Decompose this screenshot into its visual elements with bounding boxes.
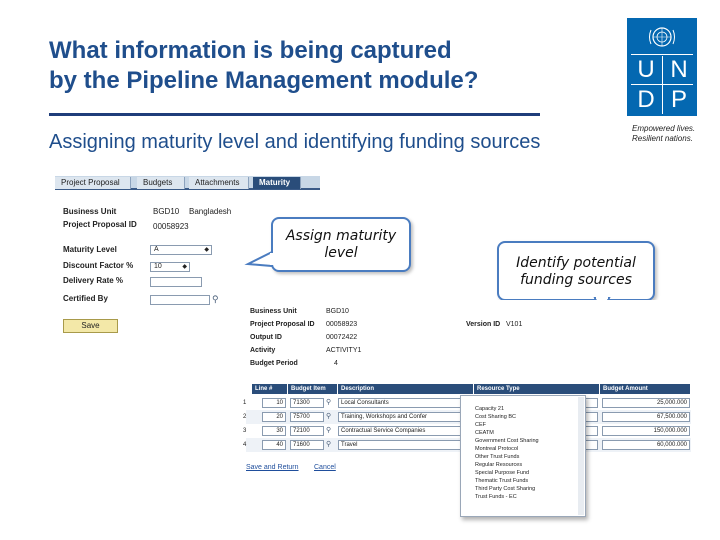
dropdown-scrollbar[interactable] <box>578 397 584 515</box>
certified-by-label: Certified By <box>63 294 108 303</box>
save-and-return-link[interactable]: Save and Return <box>246 464 299 471</box>
chevron-down-icon: ◆ <box>204 247 209 253</box>
bp-business-unit-value: BGD10 <box>326 308 349 315</box>
dropdown-option[interactable]: CEATM <box>475 430 494 436</box>
budget-amount-input[interactable]: 60,000.000 <box>602 440 690 450</box>
maturity-callout: Assign maturity level <box>271 217 411 272</box>
search-icon[interactable]: ⚲ <box>212 294 219 304</box>
delivery-rate-input[interactable] <box>150 277 202 287</box>
logo-letter-p: P <box>670 86 687 113</box>
bp-output-id-value: 00072422 <box>326 334 358 341</box>
row-index: 3 <box>243 428 247 434</box>
maturity-level-value: A <box>154 246 159 253</box>
dropdown-option[interactable]: Government Cost Sharing <box>475 438 539 444</box>
budget-item-input[interactable]: 75700 <box>290 412 324 422</box>
slide-title-line2: by the Pipeline Management module? <box>49 67 479 94</box>
bp-activity-value: ACTIVITY1 <box>326 347 362 354</box>
bp-business-unit-label: Business Unit <box>250 308 297 315</box>
description-input[interactable]: Training, Workshops and Confer <box>338 412 472 422</box>
slide-title <box>49 36 569 96</box>
bp-budget-period-label: Budget Period <box>250 360 298 367</box>
bp-activity-label: Activity <box>250 347 276 354</box>
col-header-description: Description <box>338 384 474 394</box>
description-input[interactable]: Local Consultants <box>338 398 472 408</box>
line-number-input[interactable]: 10 <box>262 398 286 408</box>
tagline-line2: Resilient nations. <box>632 134 693 143</box>
funding-callout: Identify potential funding sources <box>497 241 655 301</box>
logo-divider-vertical <box>662 56 663 114</box>
logo-letter-d: D <box>637 86 655 113</box>
tab-bar <box>55 176 320 190</box>
dropdown-option[interactable]: CEF <box>475 422 486 428</box>
un-emblem-icon <box>646 24 678 50</box>
delivery-rate-label: Delivery Rate % <box>63 276 124 285</box>
maturity-level-label: Maturity Level <box>63 245 117 254</box>
col-header-line: Line # <box>252 384 288 394</box>
search-icon[interactable]: ⚲ <box>326 427 332 434</box>
bp-version-id-label: Version ID <box>466 321 501 328</box>
budget-amount-input[interactable]: 150,000.000 <box>602 426 690 436</box>
description-input[interactable]: Travel <box>338 440 472 450</box>
tab-budgets[interactable]: Budgets <box>137 177 185 189</box>
title-divider <box>49 113 540 116</box>
dropdown-option[interactable]: Thematic Trust Funds <box>475 478 529 484</box>
maturity-level-select[interactable] <box>150 245 212 255</box>
dropdown-option[interactable]: Regular Resources <box>475 462 523 468</box>
proposal-id-label: Project Proposal ID <box>63 220 137 229</box>
logo-divider <box>631 84 693 85</box>
save-button[interactable]: Save <box>63 319 118 333</box>
tab-project-proposal[interactable]: Project Proposal <box>55 177 131 189</box>
col-header-resource-type: Resource Type <box>474 384 600 394</box>
search-icon[interactable]: ⚲ <box>326 399 332 406</box>
dropdown-option[interactable]: Montreal Protocol <box>475 446 519 452</box>
logo-tagline <box>632 124 695 144</box>
dropdown-option[interactable]: Capacity 21 <box>475 406 505 412</box>
line-number-input[interactable]: 40 <box>262 440 286 450</box>
proposal-id-value: 00058923 <box>153 222 189 231</box>
dropdown-option[interactable]: Cost Sharing BC <box>475 414 516 420</box>
discount-factor-value: 10 <box>154 263 162 270</box>
budget-item-input[interactable]: 72100 <box>290 426 324 436</box>
bp-version-id-value: V101 <box>506 321 523 328</box>
cancel-link[interactable]: Cancel <box>314 464 336 471</box>
undp-logo <box>627 18 697 116</box>
logo-divider <box>631 54 693 55</box>
slide-subtitle: Assigning maturity level and identifying funding sources <box>49 131 541 153</box>
bp-proposal-id-label: Project Proposal ID <box>250 321 315 328</box>
bp-proposal-id-value: 00058923 <box>326 321 358 328</box>
resource-type-dropdown[interactable] <box>460 395 586 517</box>
business-unit-code: BGD10 <box>153 207 180 216</box>
budget-amount-input[interactable]: 67,500.000 <box>602 412 690 422</box>
certified-by-input[interactable] <box>150 295 210 305</box>
search-icon[interactable]: ⚲ <box>326 413 332 420</box>
tab-maturity[interactable]: Maturity <box>253 177 301 189</box>
bp-output-id-label: Output ID <box>250 334 282 341</box>
dropdown-option[interactable]: Other Trust Funds <box>475 454 520 460</box>
line-number-input[interactable]: 30 <box>262 426 286 436</box>
row-index: 4 <box>243 442 247 448</box>
row-index: 1 <box>243 400 247 406</box>
col-header-budget-amount: Budget Amount <box>600 384 691 394</box>
description-input[interactable]: Contractual Service Companies <box>338 426 472 436</box>
search-icon[interactable]: ⚲ <box>326 441 332 448</box>
tab-attachments[interactable]: Attachments <box>189 177 249 189</box>
budget-item-input[interactable]: 71600 <box>290 440 324 450</box>
col-header-budget-item: Budget Item <box>288 384 338 394</box>
logo-letter-n: N <box>670 56 688 83</box>
tagline-line1: Empowered lives. <box>632 124 696 133</box>
logo-letter-u: U <box>637 56 655 83</box>
business-unit-label: Business Unit <box>63 207 117 216</box>
business-unit-name: Bangladesh <box>189 207 232 216</box>
line-number-input[interactable]: 20 <box>262 412 286 422</box>
slide-title-line1: What information is being captured <box>49 37 452 64</box>
dropdown-option[interactable]: Third Party Cost Sharing <box>475 486 536 492</box>
callout-pointer-icon <box>248 252 278 272</box>
budget-item-input[interactable]: 71300 <box>290 398 324 408</box>
discount-factor-label: Discount Factor % <box>63 261 134 270</box>
budget-amount-input[interactable]: 25,000.000 <box>602 398 690 408</box>
bp-budget-period-value: 4 <box>334 360 338 367</box>
discount-factor-select[interactable] <box>150 262 190 272</box>
chevron-down-icon: ◆ <box>182 264 187 270</box>
dropdown-option[interactable]: Trust Funds - EC <box>475 494 517 500</box>
dropdown-option[interactable]: Special Purpose Fund <box>475 470 530 476</box>
row-index: 2 <box>243 414 247 420</box>
